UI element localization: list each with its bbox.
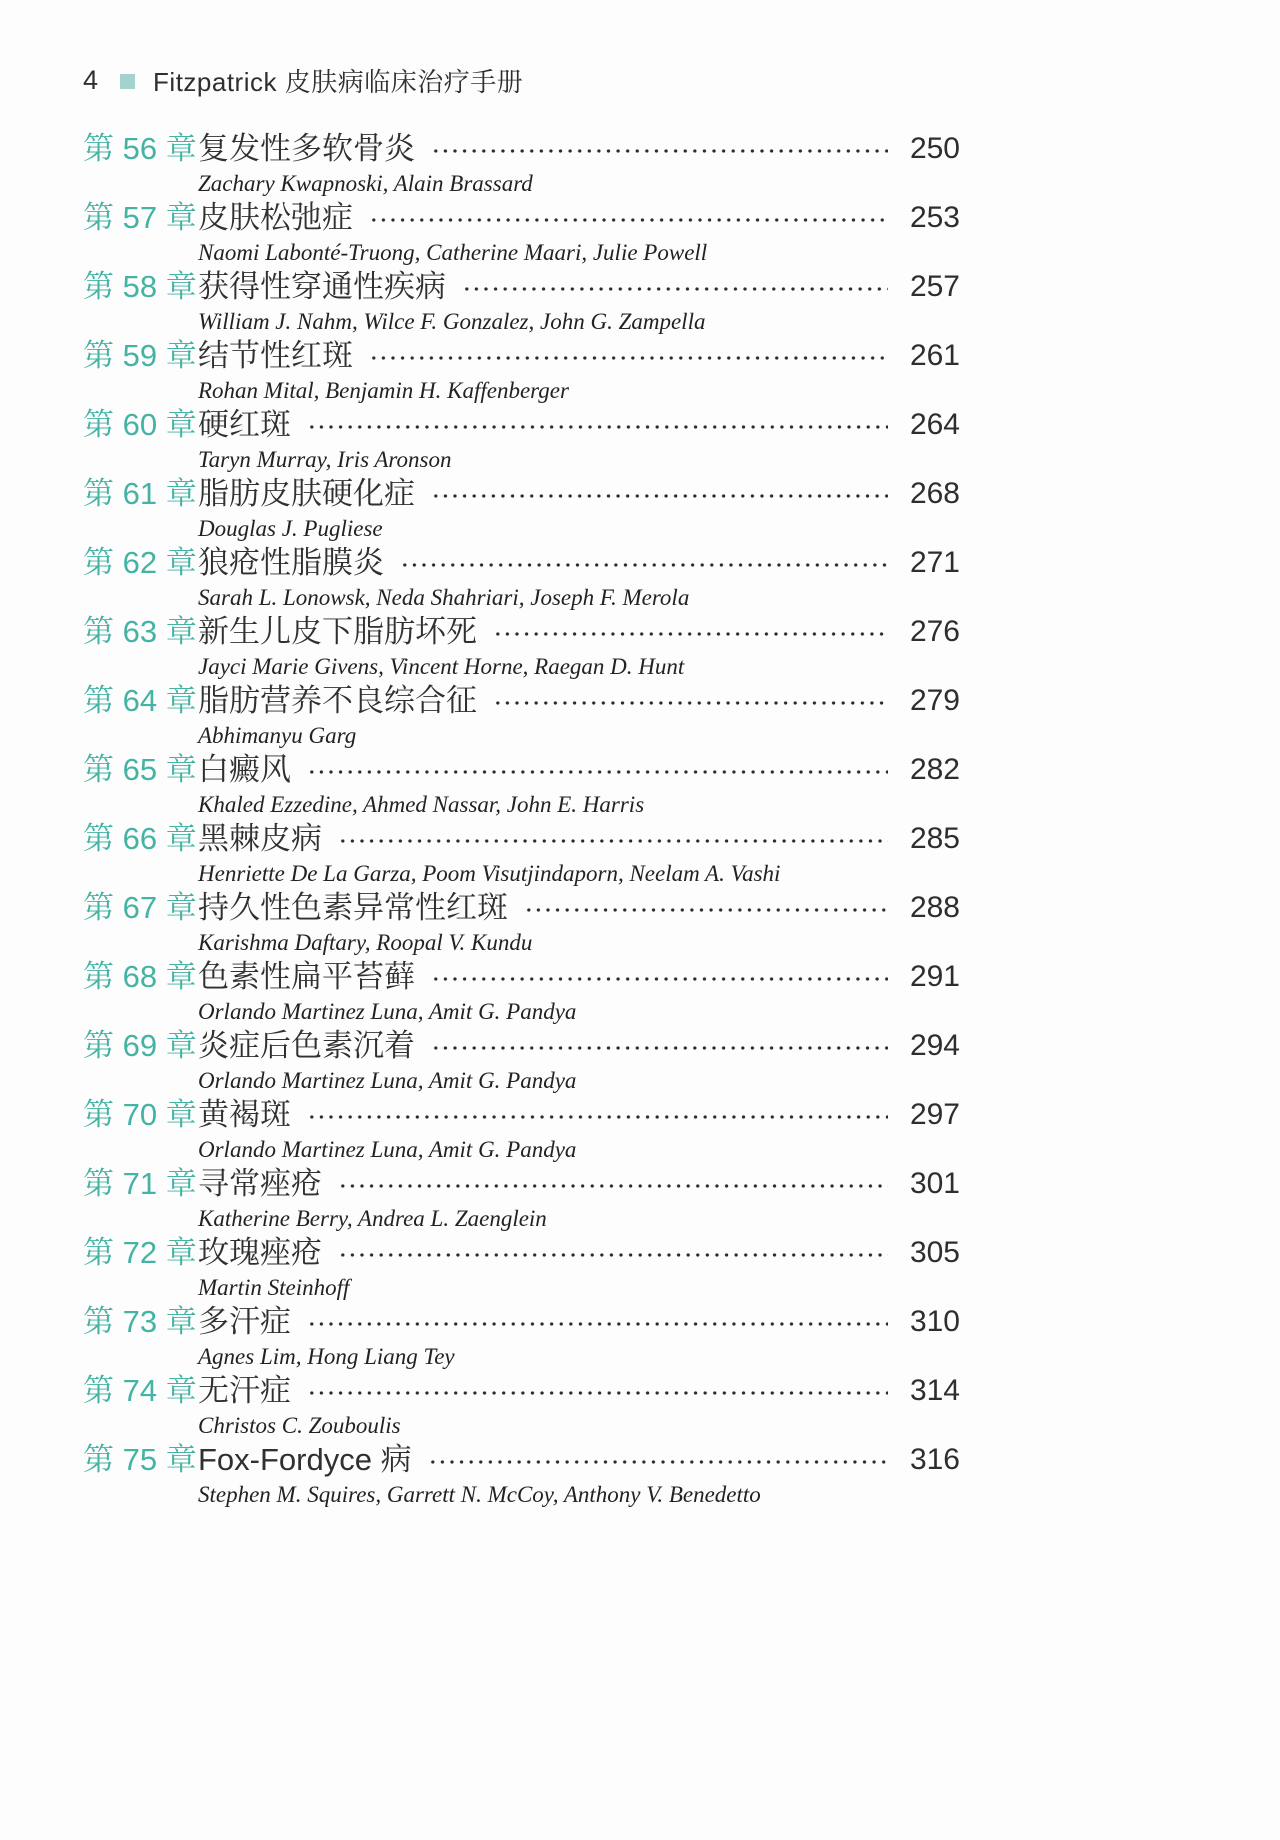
dot-leader (338, 836, 888, 846)
toc-entry (83, 1235, 960, 1301)
chapter-page-number: 301 (909, 1167, 960, 1200)
chapter-title: 玫瑰痤疮 (198, 1235, 322, 1270)
chapter-page-number: 271 (909, 546, 960, 579)
chapter-label: 第 63 章 (83, 614, 197, 649)
dot-leader (524, 905, 888, 915)
toc-entry-row (83, 407, 960, 443)
chapter-authors: Henriette De La Garza, Poom Visutjindaporn, Neelam A. Vashi (198, 861, 781, 886)
chapter-page-number: 285 (909, 822, 960, 855)
chapter-authors: Agnes Lim, Hong Liang Tey (198, 1344, 455, 1369)
toc-entry-row (83, 1373, 960, 1409)
toc-entry (83, 890, 960, 956)
chapter-page-number: 261 (909, 339, 960, 372)
page-header (83, 62, 1280, 99)
chapter-authors: Karishma Daftary, Roopal V. Kundu (198, 930, 533, 955)
dot-leader (462, 284, 888, 294)
chapter-label: 第 56 章 (83, 131, 197, 166)
chapter-title: 新生儿皮下脂肪坏死 (198, 614, 477, 649)
toc-entry-row (83, 890, 960, 926)
chapter-authors: Orlando Martinez Luna, Amit G. Pandya (198, 1068, 577, 1093)
chapter-title: 结节性红斑 (198, 338, 353, 373)
toc-entry (83, 683, 960, 749)
chapter-title: 硬红斑 (198, 407, 291, 442)
chapter-label: 第 64 章 (83, 683, 197, 718)
chapter-label: 第 74 章 (83, 1373, 197, 1408)
toc-entry (83, 200, 960, 266)
chapter-label: 第 72 章 (83, 1235, 197, 1270)
chapter-authors: Taryn Murray, Iris Aronson (198, 447, 452, 472)
toc-entry-row (83, 1442, 960, 1478)
chapter-authors: Naomi Labonté-Truong, Catherine Maari, Julie Powell (198, 240, 708, 265)
chapter-page-number: 276 (909, 615, 960, 648)
teal-square-icon (120, 74, 135, 89)
toc-entry (83, 269, 960, 335)
chapter-authors: Douglas J. Pugliese (198, 516, 383, 541)
chapter-page-number: 288 (909, 891, 960, 924)
table-of-contents (83, 131, 960, 1508)
chapter-label: 第 66 章 (83, 821, 197, 856)
chapter-page-number: 297 (909, 1098, 960, 1131)
chapter-title: 复发性多软骨炎 (198, 131, 415, 166)
dot-leader (307, 1112, 888, 1122)
chapter-authors: Sarah L. Lonowsk, Neda Shahriari, Joseph F. Merola (198, 585, 690, 610)
toc-entry (83, 821, 960, 887)
chapter-title: 色素性扁平苔藓 (198, 959, 415, 994)
dot-leader (400, 560, 888, 570)
chapter-authors: Orlando Martinez Luna, Amit G. Pandya (198, 999, 577, 1024)
chapter-title: 多汗症 (198, 1304, 291, 1339)
chapter-authors: Abhimanyu Garg (198, 723, 357, 748)
running-page-number: 4 (83, 65, 99, 95)
chapter-label: 第 68 章 (83, 959, 197, 994)
chapter-label: 第 57 章 (83, 200, 197, 235)
chapter-page-number: 314 (909, 1374, 960, 1407)
chapter-page-number: 282 (909, 753, 960, 786)
toc-entry (83, 1166, 960, 1232)
chapter-authors: Martin Steinhoff (198, 1275, 350, 1300)
toc-entry (83, 752, 960, 818)
chapter-label: 第 73 章 (83, 1304, 197, 1339)
dot-leader (428, 1457, 888, 1467)
chapter-label: 第 58 章 (83, 269, 197, 304)
dot-leader (307, 767, 888, 777)
chapter-authors: Zachary Kwapnoski, Alain Brassard (198, 171, 533, 196)
toc-entry-row (83, 752, 960, 788)
chapter-authors: Jayci Marie Givens, Vincent Horne, Raegan D. Hunt (198, 654, 685, 679)
dot-leader (431, 974, 888, 984)
toc-entry-row (83, 959, 960, 995)
toc-entry (83, 476, 960, 542)
chapter-label: 第 67 章 (83, 890, 197, 925)
toc-entry-row (83, 1097, 960, 1133)
chapter-authors: Rohan Mital, Benjamin H. Kaffenberger (198, 378, 569, 403)
toc-entry (83, 1304, 960, 1370)
chapter-label: 第 65 章 (83, 752, 197, 787)
chapter-page-number: 291 (909, 960, 960, 993)
toc-entry-row (83, 1304, 960, 1340)
dot-leader (493, 698, 888, 708)
toc-entry-row (83, 200, 960, 236)
chapter-label: 第 75 章 (83, 1442, 197, 1477)
chapter-title: Fox-Fordyce 病 (198, 1442, 412, 1477)
toc-entry (83, 1373, 960, 1439)
toc-entry-row (83, 1028, 960, 1064)
dot-leader (338, 1250, 888, 1260)
chapter-authors: William J. Nahm, Wilce F. Gonzalez, John G. Zampella (198, 309, 706, 334)
toc-entry-row (83, 131, 960, 167)
dot-leader (307, 422, 888, 432)
chapter-label: 第 71 章 (83, 1166, 197, 1201)
chapter-title: 白癜风 (198, 752, 291, 787)
toc-entry-row (83, 683, 960, 719)
chapter-page-number: 294 (909, 1029, 960, 1062)
chapter-title: 获得性穿通性疾病 (198, 269, 446, 304)
chapter-page-number: 264 (909, 408, 960, 441)
chapter-title: 黄褐斑 (198, 1097, 291, 1132)
chapter-title: 无汗症 (198, 1373, 291, 1408)
chapter-label: 第 60 章 (83, 407, 197, 442)
dot-leader (369, 353, 888, 363)
toc-entry (83, 338, 960, 404)
dot-leader (431, 146, 888, 156)
chapter-title: 持久性色素异常性红斑 (198, 890, 508, 925)
chapter-authors: Christos C. Zouboulis (198, 1413, 401, 1438)
chapter-authors: Orlando Martinez Luna, Amit G. Pandya (198, 1137, 577, 1162)
toc-entry (83, 407, 960, 473)
chapter-label: 第 59 章 (83, 338, 197, 373)
dot-leader (369, 215, 888, 225)
dot-leader (338, 1181, 888, 1191)
toc-entry (83, 1442, 960, 1508)
chapter-title: 脂肪营养不良综合征 (198, 683, 477, 718)
toc-entry (83, 1097, 960, 1163)
toc-entry-row (83, 1235, 960, 1271)
chapter-title: 炎症后色素沉着 (198, 1028, 415, 1063)
toc-entry-row (83, 269, 960, 305)
toc-entry-row (83, 545, 960, 581)
toc-entry (83, 614, 960, 680)
chapter-page-number: 310 (909, 1305, 960, 1338)
toc-entry (83, 545, 960, 611)
chapter-title: 狼疮性脂膜炎 (198, 545, 384, 580)
chapter-title: 脂肪皮肤硬化症 (198, 476, 415, 511)
chapter-page-number: 250 (909, 132, 960, 165)
chapter-label: 第 62 章 (83, 545, 197, 580)
dot-leader (307, 1319, 888, 1329)
chapter-page-number: 305 (909, 1236, 960, 1269)
dot-leader (431, 1043, 888, 1053)
toc-entry-row (83, 614, 960, 650)
chapter-page-number: 268 (909, 477, 960, 510)
chapter-page-number: 316 (909, 1443, 960, 1476)
chapter-title: 寻常痤疮 (198, 1166, 322, 1201)
toc-entry (83, 131, 960, 197)
chapter-authors: Khaled Ezzedine, Ahmed Nassar, John E. Harris (198, 792, 645, 817)
chapter-label: 第 61 章 (83, 476, 197, 511)
dot-leader (493, 629, 888, 639)
chapter-authors: Stephen M. Squires, Garrett N. McCoy, Anthony V. Benedetto (198, 1482, 761, 1507)
chapter-label: 第 69 章 (83, 1028, 197, 1063)
chapter-label: 第 70 章 (83, 1097, 197, 1132)
chapter-page-number: 257 (909, 270, 960, 303)
dot-leader (307, 1388, 888, 1398)
toc-entry-row (83, 338, 960, 374)
chapter-authors: Katherine Berry, Andrea L. Zaenglein (198, 1206, 547, 1231)
toc-entry-row (83, 1166, 960, 1202)
toc-entry-row (83, 476, 960, 512)
chapter-page-number: 253 (909, 201, 960, 234)
dot-leader (431, 491, 888, 501)
running-book-title: Fitzpatrick 皮肤病临床治疗手册 (153, 67, 524, 97)
chapter-title: 黑棘皮病 (198, 821, 322, 856)
toc-entry (83, 1028, 960, 1094)
chapter-page-number: 279 (909, 684, 960, 717)
toc-entry-row (83, 821, 960, 857)
chapter-title: 皮肤松弛症 (198, 200, 353, 235)
toc-entry (83, 959, 960, 1025)
